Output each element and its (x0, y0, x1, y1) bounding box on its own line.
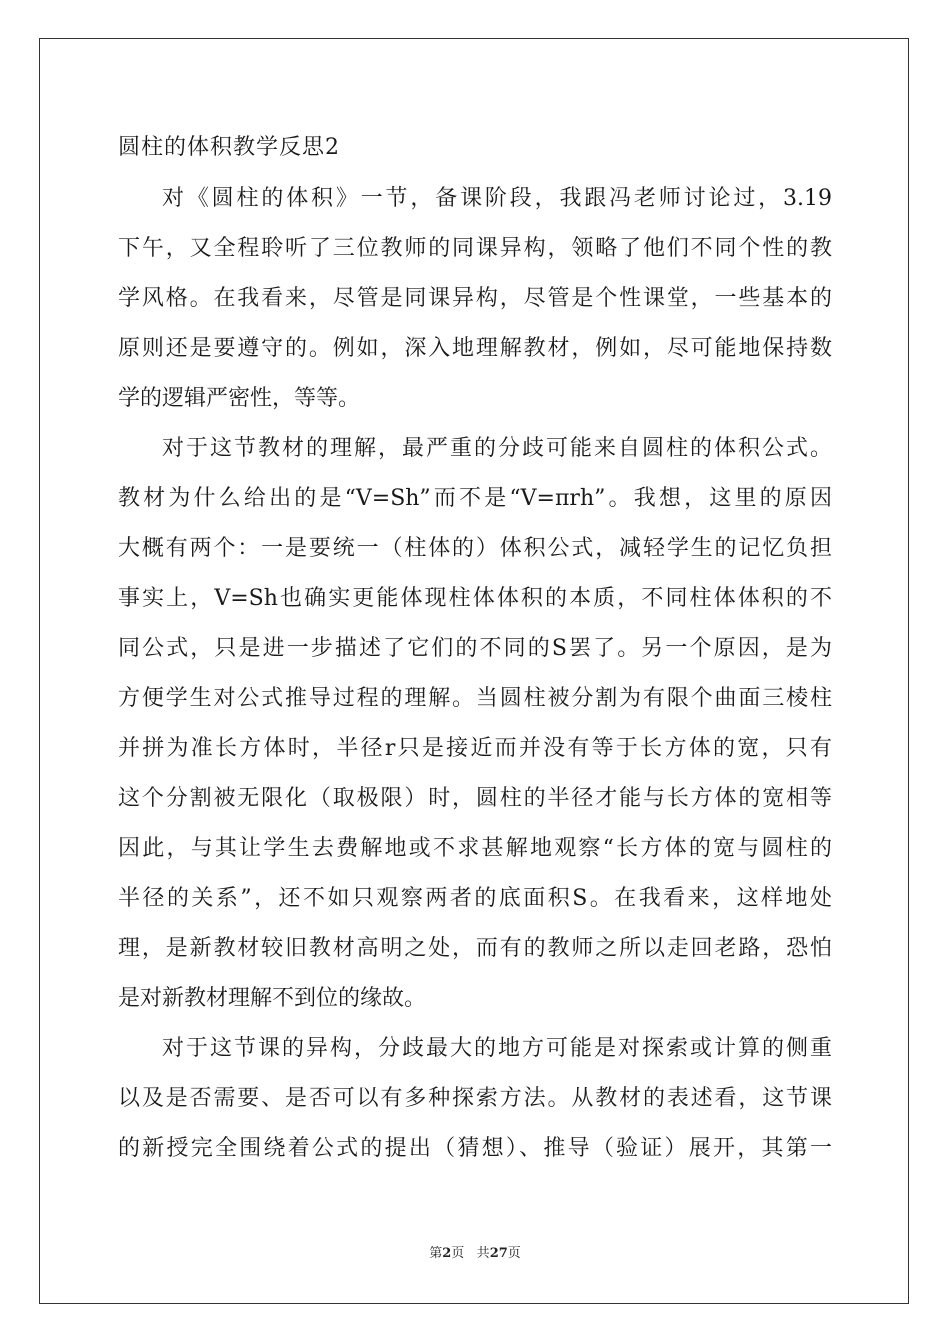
page-footer (0, 1245, 950, 1263)
paragraph-1-line-2: 下午，又全程聆听了三位教师的同课异构，领略了他们不同个性的教 (118, 236, 832, 261)
footer-total-suffix: 页 (507, 1246, 521, 1261)
footer-page-suffix: 页 (451, 1246, 465, 1261)
footer-total-prefix: 共 (476, 1246, 490, 1261)
paragraph-3-line-1: 对于这节课的异构，分歧最大的地方可能是对探索或计算的侧重 (162, 1036, 832, 1061)
paragraph-1-line-4: 原则还是要遵守的。例如，深入地理解教材，例如，尽可能地保持数 (118, 336, 832, 361)
paragraph-2-line-10: 半径的关系”，还不如只观察两者的底面积S。在我看来，这样地处 (118, 886, 832, 911)
footer-total-pages: 27 (489, 1246, 508, 1261)
paragraph-1-line-1: 对《圆柱的体积》一节，备课阶段，我跟冯老师讨论过，3.19 (162, 186, 832, 211)
paragraph-2-line-11: 理，是新教材较旧教材高明之处，而有的教师之所以走回老路，恐怕 (118, 936, 832, 961)
paragraph-2-line-9: 因此，与其让学生去费解地或不求甚解地观察“长方体的宽与圆柱的 (118, 836, 832, 861)
paragraph-2-line-6: 方便学生对公式推导过程的理解。当圆柱被分割为有限个曲面三棱柱 (118, 686, 832, 711)
paragraph-2-line-7: 并拼为准长方体时，半径r只是接近而并没有等于长方体的宽，只有 (118, 736, 832, 761)
paragraph-2-line-8: 这个分割被无限化（取极限）时，圆柱的半径才能与长方体的宽相等 (118, 786, 832, 811)
footer-page-prefix: 第 (429, 1246, 443, 1261)
paragraph-1-line-5: 学的逻辑严密性，等等。 (118, 386, 361, 411)
paragraph-3-line-2: 以及是否需要、是否可以有多种探索方法。从教材的表述看，这节课 (118, 1086, 832, 1111)
paragraph-2-line-5: 同公式，只是进一步描述了它们的不同的S罢了。另一个原因，是为 (118, 636, 832, 661)
footer-page-number: 2 (442, 1246, 452, 1261)
paragraph-3-line-3: 的新授完全围绕着公式的提出（猜想）、推导（验证）展开，其第一 (118, 1136, 832, 1161)
page-border (39, 38, 909, 1304)
paragraph-2-line-3: 大概有两个：一是要统一（柱体的）体积公式，减轻学生的记忆负担 (118, 536, 832, 561)
paragraph-1-line-3: 学风格。在我看来，尽管是同课异构，尽管是个性课堂，一些基本的 (118, 286, 832, 311)
paragraph-2-line-1: 对于这节教材的理解，最严重的分歧可能来自圆柱的体积公式。 (162, 436, 832, 461)
paragraph-2-line-2: 教材为什么给出的是“V=Sh”而不是“V=πrh”。我想，这里的原因 (118, 486, 832, 511)
paragraph-2-line-12: 是对新教材理解不到位的缘故。 (118, 986, 427, 1011)
paragraph-2-line-4: 事实上，V=Sh也确实更能体现柱体体积的本质，不同柱体体积的不 (118, 586, 832, 611)
document-title: 圆柱的体积教学反思2 (118, 135, 340, 160)
